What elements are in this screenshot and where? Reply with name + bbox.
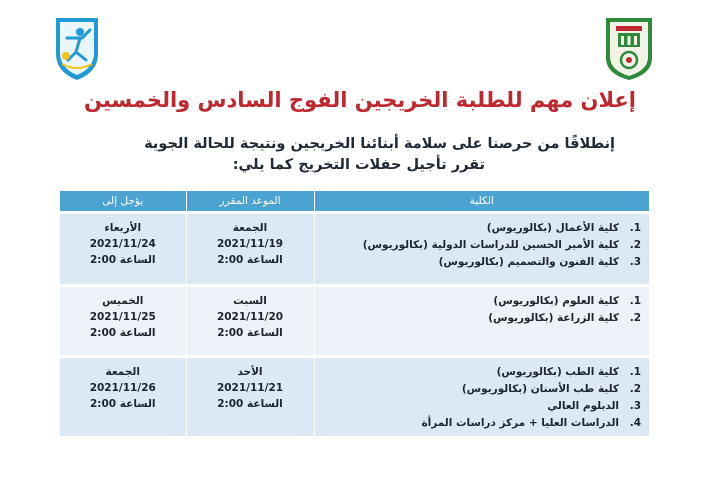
college-item [321, 364, 642, 381]
scheduled-date: 2021/11/19 [216, 238, 284, 250]
graduation-schedule-table [60, 191, 649, 436]
college-item [321, 237, 642, 254]
item-number: 4. [629, 417, 641, 429]
table-row [60, 287, 649, 355]
postponed-day: الأربعاء [104, 222, 142, 234]
college-name: كلية العلوم (بكالوريوس) [493, 295, 619, 307]
college-name: كلية الطب (بكالوريوس) [496, 366, 619, 378]
college-item [321, 415, 642, 432]
colleges-cell [314, 358, 649, 436]
college-name: الدبلوم العالي [547, 400, 619, 412]
postponed-day: الخميس [102, 295, 144, 307]
page-title: إعلان مهم للطلبة الخريجين الفوج السادس والخمسين [84, 88, 636, 112]
intro-line-2: تقرر تأجيل حفلات التخريج كما يلي: [232, 157, 485, 173]
college-item [321, 254, 642, 271]
college-name: كلية الزراعة (بكالوريوس) [488, 312, 619, 324]
header-college: الكلية [314, 191, 649, 211]
intro-line-1: إنطلاقًا من حرصنا على سلامة أبنائنا الخريجين ونتيجة للحالة الجوية [144, 136, 615, 152]
college-name: كلية الفنون والتصميم (بكالوريوس) [438, 256, 619, 268]
university-seal-icon [602, 14, 656, 82]
college-item [321, 398, 642, 415]
postponed-time: الساعة 2:00 [90, 327, 156, 339]
item-number: 1. [629, 295, 641, 307]
item-number: 1. [629, 222, 641, 234]
postponed-day: الجمعة [105, 366, 140, 378]
item-number: 3. [629, 400, 641, 412]
postponed-cell [60, 287, 186, 355]
postponed-time: الساعة 2:00 [90, 254, 156, 266]
college-name: الدراسات العليا + مركز دراسات المرأة [421, 417, 619, 429]
table-row [60, 358, 649, 436]
college-item [321, 220, 642, 237]
postponed-cell [60, 358, 186, 436]
item-number: 2. [629, 312, 641, 324]
scheduled-date: 2021/11/20 [216, 311, 284, 323]
postponed-date: 2021/11/26 [89, 382, 156, 394]
postponed-cell [60, 214, 186, 284]
college-item [321, 293, 642, 310]
athlete-emblem-icon [52, 14, 102, 82]
scheduled-time: الساعة 2:00 [217, 398, 283, 410]
colleges-cell [314, 214, 649, 284]
scheduled-time: الساعة 2:00 [217, 327, 283, 339]
postponed-date: 2021/11/24 [89, 238, 156, 250]
scheduled-cell [186, 358, 314, 436]
scheduled-day: الأحد [237, 366, 263, 378]
scheduled-date: 2021/11/21 [216, 382, 284, 394]
table-row [60, 214, 649, 284]
table-header-row [60, 191, 649, 211]
item-number: 1. [629, 366, 641, 378]
item-number: 2. [629, 383, 641, 395]
scheduled-cell [186, 214, 314, 284]
header-scheduled: الموعد المقرر [186, 191, 314, 211]
college-name: كلية الأمير الحسين للدراسات الدولية (بكالوريوس) [362, 239, 619, 251]
colleges-cell [314, 287, 649, 355]
item-number: 3. [629, 256, 641, 268]
item-number: 2. [629, 239, 641, 251]
scheduled-cell [186, 287, 314, 355]
college-item [321, 381, 642, 398]
postponed-date: 2021/11/25 [89, 311, 156, 323]
postponed-time: الساعة 2:00 [90, 398, 156, 410]
college-name: كلية طب الأسنان (بكالوريوس) [461, 383, 619, 395]
scheduled-time: الساعة 2:00 [217, 254, 283, 266]
header-postponed: يؤجل إلى [60, 191, 186, 211]
scheduled-day: الجمعة [232, 222, 268, 234]
scheduled-day: السبت [233, 295, 267, 307]
college-name: كلية الأعمال (بكالوريوس) [486, 222, 619, 234]
college-item [321, 310, 642, 327]
